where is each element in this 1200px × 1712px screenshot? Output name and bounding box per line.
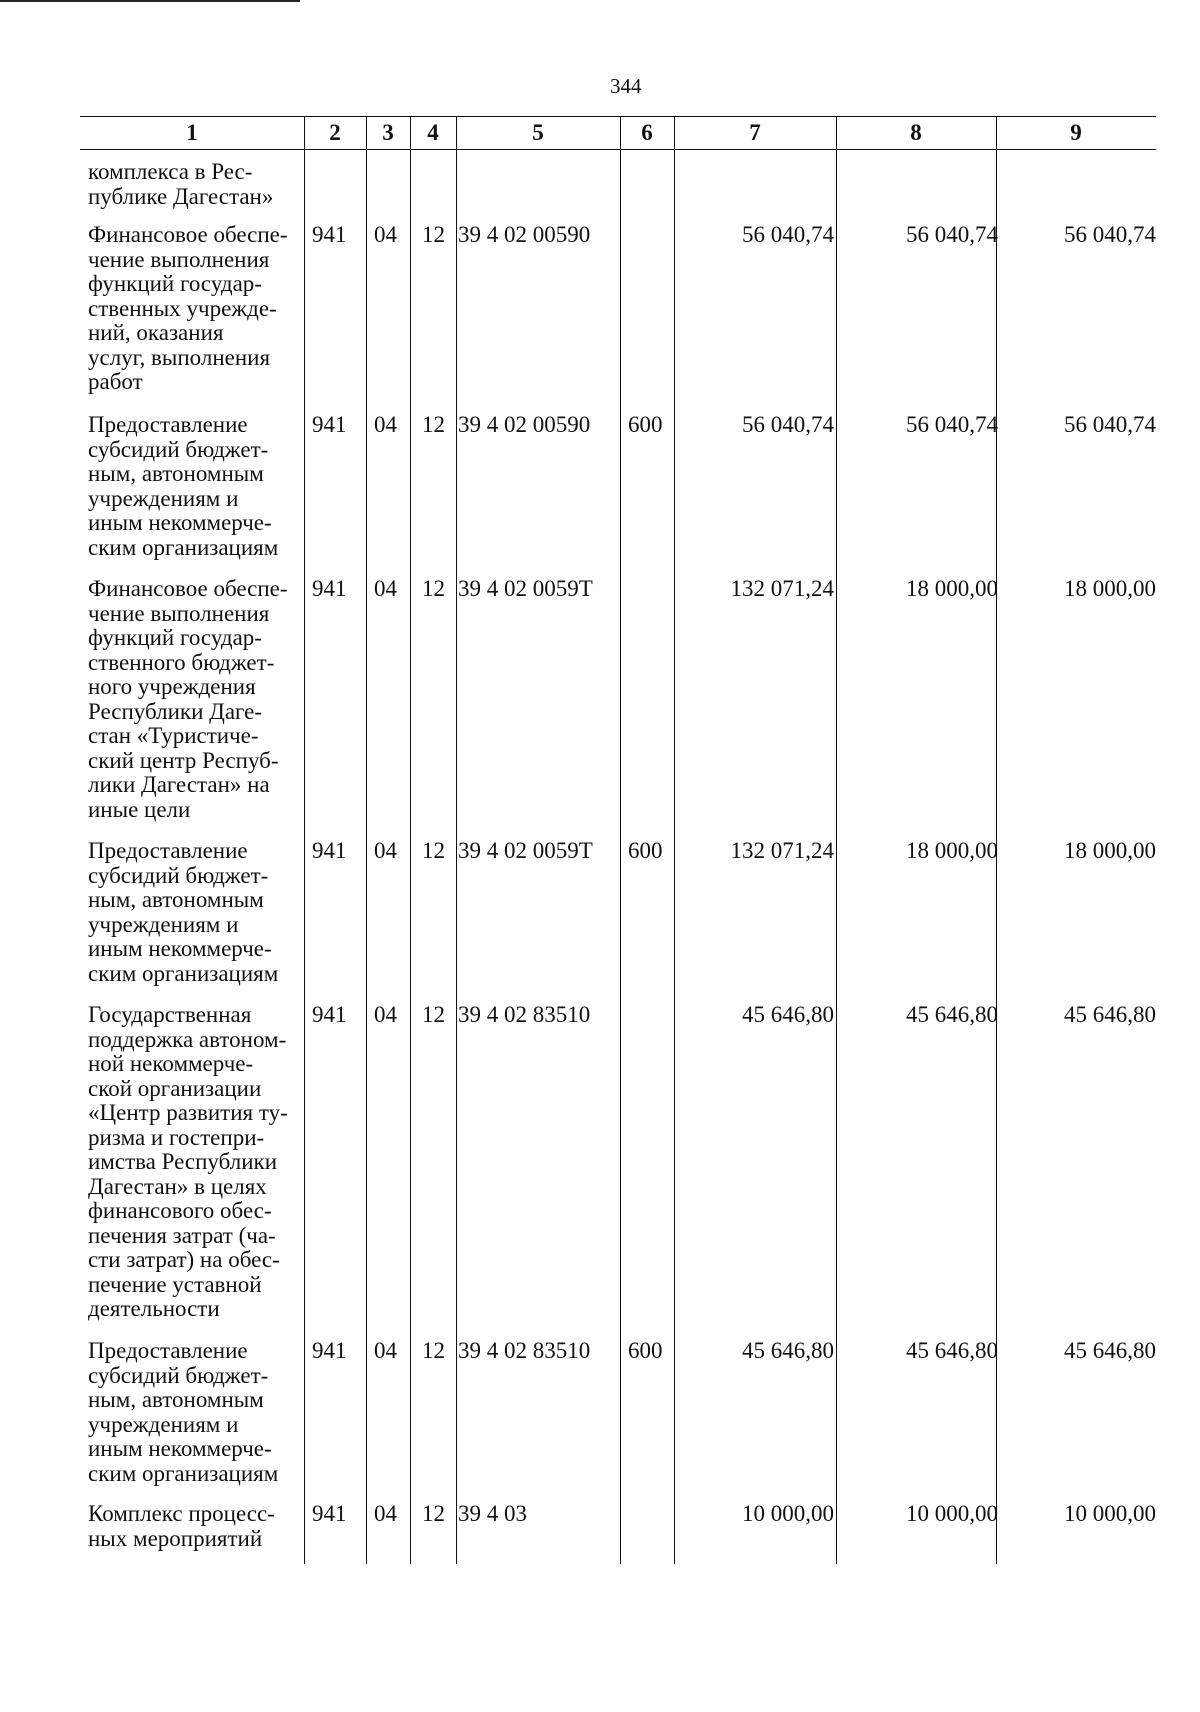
amount-col-9: 56 040,74 <box>1064 412 1156 437</box>
header-bottom-border <box>80 149 1156 150</box>
gr-code: 941 <box>312 1338 347 1363</box>
name-line: иные цели <box>88 796 191 822</box>
name-line: поддержка автоном- <box>88 1026 287 1052</box>
name-line: ным, автономным <box>88 461 264 486</box>
amount-col-7: 132 071,24 <box>730 838 834 863</box>
gr-code: 941 <box>312 838 347 863</box>
amount-col-9: 10 000,00 <box>1064 1501 1156 1526</box>
gr-code: 941 <box>312 1501 347 1526</box>
amount-col-8: 56 040,74 <box>906 222 998 247</box>
name-line: имства Республики <box>88 1149 278 1174</box>
column-divider <box>456 116 457 1564</box>
name-line: ризма и гостепри- <box>88 1124 265 1150</box>
column-divider <box>304 116 305 1564</box>
amount-col-8: 10 000,00 <box>906 1501 998 1526</box>
amount-col-8: 56 040,74 <box>906 412 998 437</box>
name-line: публике Дагестан» <box>88 183 274 209</box>
subsection-code: 12 <box>422 838 445 863</box>
section-code: 04 <box>374 1338 397 1363</box>
target-article-code: 39 4 03 <box>458 1501 527 1526</box>
name-line: ным, автономным <box>88 1387 264 1412</box>
name-line: ных мероприятий <box>88 1525 263 1551</box>
section-code: 04 <box>374 412 397 437</box>
row-name <box>88 223 298 395</box>
name-line: ской организации <box>88 1075 262 1101</box>
amount-col-7: 56 040,74 <box>742 222 834 247</box>
name-line: сти затрат) на обес- <box>88 1247 280 1272</box>
name-line: иным некоммерче- <box>88 510 272 535</box>
row-name <box>88 413 298 560</box>
gr-code: 941 <box>312 1002 347 1027</box>
amount-col-7: 56 040,74 <box>742 412 834 437</box>
name-line: иным некоммерче- <box>88 1436 272 1461</box>
amount-col-9: 45 646,80 <box>1064 1338 1156 1363</box>
row-name <box>88 1003 298 1322</box>
name-line: печение уставной <box>88 1271 262 1297</box>
subsection-code: 12 <box>422 412 445 437</box>
name-line: Предоставление <box>88 1338 248 1363</box>
name-line: комплекса в Рес- <box>88 159 253 184</box>
header-col-4: 4 <box>427 120 439 145</box>
row-name <box>88 1339 298 1486</box>
target-article-code: 39 4 02 83510 <box>458 1338 591 1363</box>
name-line: ским организациям <box>88 960 279 986</box>
name-line: Комплекс процесс- <box>88 1501 275 1526</box>
name-line: ственных учрежде- <box>88 295 277 321</box>
section-code: 04 <box>374 1002 397 1027</box>
gr-code: 941 <box>312 412 347 437</box>
row-name <box>88 160 298 209</box>
header-col-9: 9 <box>1070 120 1082 145</box>
amount-col-9: 56 040,74 <box>1064 222 1156 247</box>
header-col-5: 5 <box>532 120 544 145</box>
amount-col-9: 18 000,00 <box>1064 576 1156 601</box>
name-line: услуг, выполнения <box>88 344 271 370</box>
name-line: ским организациям <box>88 534 279 560</box>
subsection-code: 12 <box>422 1002 445 1027</box>
name-line: ским организациям <box>88 1460 279 1486</box>
header-col-6: 6 <box>641 120 653 145</box>
subsection-code: 12 <box>422 1501 445 1526</box>
name-line: учреждениям и <box>88 1411 239 1437</box>
gr-code: 941 <box>312 222 347 247</box>
expense-type-code: 600 <box>628 1338 663 1363</box>
name-line: Дагестан» в целях <box>88 1173 267 1199</box>
section-code: 04 <box>374 1501 397 1526</box>
name-line: Государственная <box>88 1002 252 1027</box>
row-name <box>88 577 298 822</box>
expense-type-code: 600 <box>628 412 663 437</box>
name-line: субсидий бюджет- <box>88 1362 269 1388</box>
target-article-code: 39 4 02 83510 <box>458 1002 591 1027</box>
column-divider <box>366 116 367 1564</box>
target-article-code: 39 4 02 00590 <box>458 412 591 437</box>
amount-col-7: 45 646,80 <box>742 1338 834 1363</box>
target-article-code: 39 4 02 0059Т <box>458 576 593 601</box>
header-col-2: 2 <box>329 120 341 145</box>
amount-col-8: 45 646,80 <box>906 1002 998 1027</box>
name-line: Финансовое обеспе- <box>88 222 288 247</box>
name-line: лики Дагестан» на <box>88 772 270 797</box>
column-divider <box>620 116 621 1564</box>
header-col-3: 3 <box>382 120 394 145</box>
amount-col-9: 18 000,00 <box>1064 838 1156 863</box>
name-line: Предоставление <box>88 838 248 863</box>
name-line: ский центр Респуб- <box>88 747 279 773</box>
target-article-code: 39 4 02 0059Т <box>458 838 593 863</box>
name-line: ственного бюджет- <box>88 649 275 675</box>
section-code: 04 <box>374 222 397 247</box>
name-line: ний, оказания <box>88 320 224 345</box>
name-line: ной некоммерче- <box>88 1051 254 1076</box>
name-line: чение выполнения <box>88 600 270 626</box>
name-line: финансового обес- <box>88 1198 272 1223</box>
amount-col-8: 18 000,00 <box>906 576 998 601</box>
header-col-7: 7 <box>749 120 761 145</box>
amount-col-7: 10 000,00 <box>742 1501 834 1526</box>
name-line: учреждениям и <box>88 911 239 937</box>
name-line: печения затрат (ча- <box>88 1222 276 1248</box>
subsection-code: 12 <box>422 576 445 601</box>
name-line: чение выполнения <box>88 246 270 272</box>
subsection-code: 12 <box>422 1338 445 1363</box>
amount-col-8: 18 000,00 <box>906 838 998 863</box>
amount-col-8: 45 646,80 <box>906 1338 998 1363</box>
row-name <box>88 839 298 986</box>
target-article-code: 39 4 02 00590 <box>458 222 591 247</box>
amount-col-7: 132 071,24 <box>730 576 834 601</box>
page-number: 344 <box>610 74 642 98</box>
name-line: функций государ- <box>88 271 262 296</box>
amount-col-9: 45 646,80 <box>1064 1002 1156 1027</box>
name-line: ного учреждения <box>88 674 256 699</box>
name-line: деятельности <box>88 1296 220 1321</box>
name-line: «Центр развития ту- <box>88 1100 288 1125</box>
section-code: 04 <box>374 576 397 601</box>
header-col-8: 8 <box>910 120 922 145</box>
name-line: функций государ- <box>88 625 262 650</box>
name-line: иным некоммерче- <box>88 936 272 961</box>
expense-type-code: 600 <box>628 838 663 863</box>
name-line: Предоставление <box>88 412 248 437</box>
column-divider <box>410 116 411 1564</box>
row-name <box>88 1502 298 1551</box>
name-line: учреждениям и <box>88 485 239 511</box>
amount-col-7: 45 646,80 <box>742 1002 834 1027</box>
name-line: ным, автономным <box>88 887 264 912</box>
column-divider <box>836 116 837 1564</box>
section-code: 04 <box>374 838 397 863</box>
name-line: Республики Даге- <box>88 698 263 724</box>
name-line: работ <box>88 369 143 394</box>
name-line: субсидий бюджет- <box>88 862 269 888</box>
name-line: Финансовое обеспе- <box>88 576 288 601</box>
header-col-1: 1 <box>186 120 198 145</box>
name-line: стан «Туристиче- <box>88 723 259 748</box>
gr-code: 941 <box>312 576 347 601</box>
table-top-border <box>80 116 1156 117</box>
name-line: субсидий бюджет- <box>88 436 269 462</box>
subsection-code: 12 <box>422 222 445 247</box>
